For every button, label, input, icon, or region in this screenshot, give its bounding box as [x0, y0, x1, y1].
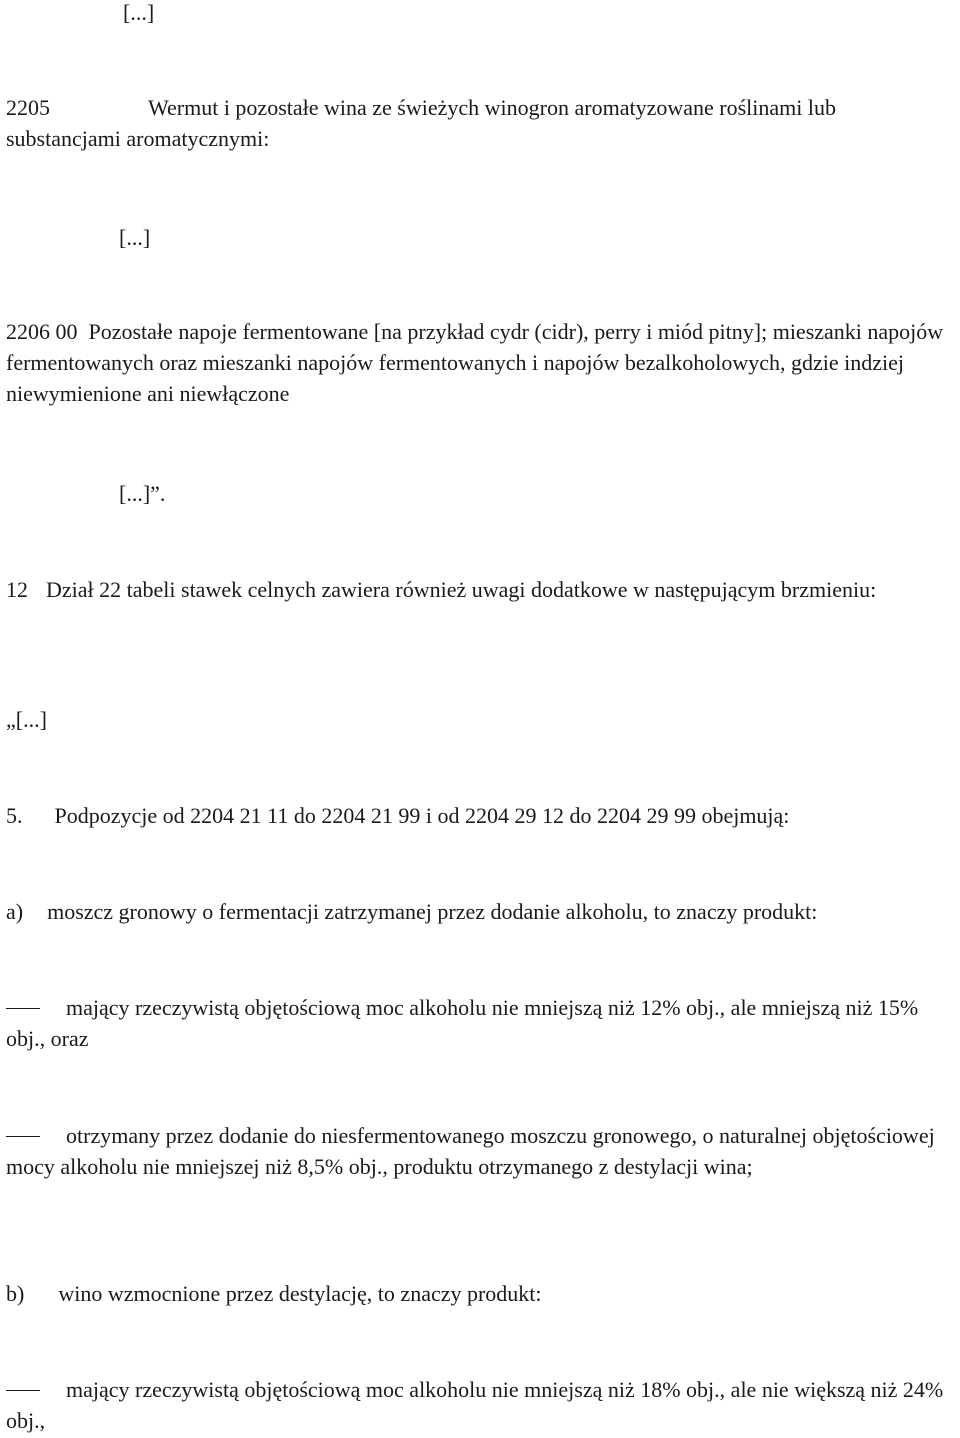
ellipsis-after-2205: [...]	[119, 225, 151, 250]
item-a-text: moszcz gronowy o fermentacji zatrzymanej przez dodanie alkoholu, to znaczy produkt:	[47, 899, 818, 924]
tariff-code-2205: 2205	[6, 95, 50, 120]
point-12	[6, 574, 956, 605]
point-12-text: Dział 22 tabeli stawek celnych zawiera również uwagi dodatkowe w następującym brzmieniu:	[46, 577, 877, 602]
item-b-dash-1	[6, 1374, 956, 1436]
tariff-code-2206: 2206 00	[6, 319, 78, 344]
dash-marker-b1	[6, 1374, 66, 1405]
item-a-dash-1	[6, 992, 956, 1054]
item-a-dash-1-text: mający rzeczywistą objętościową moc alkoholu nie mniejszą niż 12% obj., ale mniejszą niż 15% obj., oraz	[6, 995, 919, 1051]
item-b-dash-1-text: mający rzeczywistą objętościową moc alkoholu nie mniejszą niż 18% obj., ale nie większą niż 24% obj.,	[6, 1377, 944, 1433]
note-5	[6, 800, 956, 831]
ellipsis-after-2206: [...]”.	[119, 481, 166, 506]
note-5-text: Podpozycje od 2204 21 11 do 2204 21 99 i od 2204 29 12 do 2204 29 99 obejmują:	[54, 803, 790, 828]
dash-marker-a1	[6, 992, 66, 1023]
item-a-dash-2	[6, 1120, 956, 1182]
heading-2205	[6, 92, 956, 154]
ellipsis-top: [...]	[123, 0, 155, 25]
item-b	[6, 1278, 956, 1309]
item-a-dash-2-text: otrzymany przez dodanie do niesfermentowanego moszczu gronowego, o naturalnej objętościowej mocy alkoholu nie mniejszej niż 8,5% obj., produktu otrzymanego z destylacji wina;	[6, 1123, 935, 1179]
item-b-text: wino wzmocnione przez destylację, to znaczy produkt:	[58, 1281, 542, 1306]
item-a-label: a)	[6, 899, 24, 924]
ellipsis-quote: „[...]	[6, 707, 47, 732]
heading-2206	[6, 316, 956, 409]
heading-2205-text: Wermut i pozostałe wina ze świeżych winogron aromatyzowane roślinami lub substancjami aromatycznymi:	[6, 95, 836, 151]
note-5-number: 5.	[6, 803, 23, 828]
point-12-number: 12	[6, 577, 28, 602]
heading-2206-text: Pozostałe napoje fermentowane [na przykład cydr (cidr), perry i miód pitny]; mieszanki napojów fermentowanych oraz mieszanki napojów fermentowanych i napojów bezalkoholowych, gdzie indziej niewymienione ani niewłączone	[6, 319, 944, 406]
item-a	[6, 896, 956, 927]
item-b-label: b)	[6, 1281, 25, 1306]
dash-marker-a2	[6, 1120, 66, 1151]
